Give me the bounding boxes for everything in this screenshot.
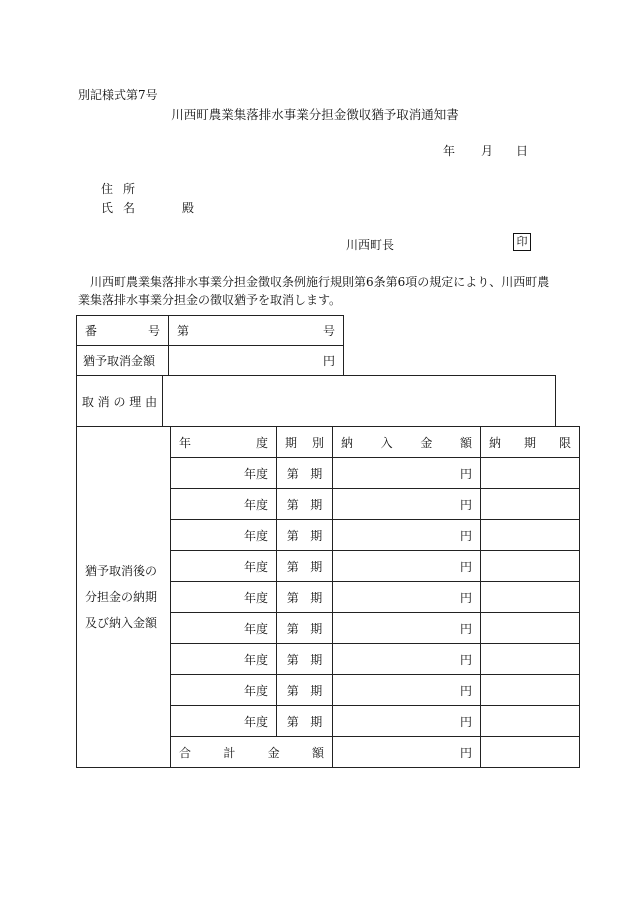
schedule-header-row [77,427,580,458]
row-year-text: 年度 [243,714,268,729]
period-suffix: 期 [310,528,323,543]
reason-value-cell[interactable] [163,376,556,427]
total-label-cell [171,737,333,768]
row-year-text: 年度 [243,466,268,481]
row-year-text: 年度 [243,590,268,605]
period-suffix: 期 [310,714,323,729]
number-prefix: 第 [177,324,190,338]
header-period-b: 別 [311,435,324,450]
header-period [277,427,333,458]
row-amount[interactable] [333,458,481,489]
header-amount-a: 納 [341,435,354,450]
amount-unit: 円 [322,354,335,368]
total-deadline-cell [481,737,580,768]
row-year[interactable] [171,675,277,706]
date-day: 日 [516,144,529,158]
row-amount[interactable] [333,551,481,582]
period-suffix: 期 [310,590,323,605]
row-period[interactable] [277,582,333,613]
period-suffix: 期 [310,497,323,512]
row-year[interactable] [171,582,277,613]
period-prefix: 第 [286,590,299,605]
number-label-b: 号 [147,324,160,338]
row-year[interactable] [171,706,277,737]
amount-label-cell [77,346,169,376]
row-year-text: 年度 [243,559,268,574]
form-number: 別記様式第7号 [78,88,158,102]
row-amount[interactable] [333,520,481,551]
side-label-line1: 猶予取消後の [85,564,158,578]
period-prefix: 第 [286,559,299,574]
row-deadline[interactable] [481,458,580,489]
header-deadline-c: 限 [558,435,571,450]
total-label-c: 金 [267,745,280,760]
row-period[interactable] [277,520,333,551]
date-year: 年 [443,144,456,158]
document-title: 川西町農業集落排水事業分担金徴収猶予取消通知書 [171,107,459,122]
issuer-name: 川西町長 [346,238,395,252]
total-label-d: 額 [311,745,324,760]
row-unit: 円 [459,528,472,543]
body-text: 川西町農業集落排水事業分担金徴収条例施行規則第6条第6項の規定により、川西町農業集落排水事業分担金の徴収猶予を取消します。 [78,275,550,307]
row-unit: 円 [459,466,472,481]
number-value-cell[interactable] [169,316,344,346]
reason-label: 取 消 の 理 由 [81,394,158,409]
row-period[interactable] [277,489,333,520]
name-label: 氏名 [101,201,146,215]
row-deadline[interactable] [481,489,580,520]
row-amount[interactable] [333,582,481,613]
header-amount-c: 金 [420,435,433,450]
row-year-text: 年度 [243,683,268,698]
row-unit: 円 [459,590,472,605]
row-year[interactable] [171,489,277,520]
row-deadline[interactable] [481,644,580,675]
address-label: 住所 [101,182,146,196]
header-year [171,427,277,458]
row-amount[interactable] [333,706,481,737]
header-year-b: 度 [255,435,268,450]
period-suffix: 期 [310,652,323,667]
row-year-text: 年度 [243,497,268,512]
row-amount[interactable] [333,613,481,644]
row-period[interactable] [277,613,333,644]
period-suffix: 期 [310,559,323,574]
number-label-a: 番 [85,324,98,338]
row-deadline[interactable] [481,582,580,613]
reason-table [76,375,556,427]
row-deadline[interactable] [481,520,580,551]
period-suffix: 期 [310,621,323,636]
row-deadline[interactable] [481,675,580,706]
row-deadline[interactable] [481,613,580,644]
amount-value-cell[interactable] [169,346,344,376]
total-unit: 円 [459,745,472,760]
row-unit: 円 [459,497,472,512]
seal-mark: 印 [513,233,531,251]
row-period[interactable] [277,706,333,737]
row-unit: 円 [459,621,472,636]
honorific: 殿 [182,201,195,215]
row-deadline[interactable] [481,706,580,737]
header-amount-b: 入 [380,435,393,450]
row-period[interactable] [277,675,333,706]
period-prefix: 第 [286,466,299,481]
header-year-a: 年 [179,435,192,450]
period-prefix: 第 [286,621,299,636]
total-label-b: 計 [223,745,236,760]
row-amount[interactable] [333,489,481,520]
row-unit: 円 [459,559,472,574]
amount-label: 猶予取消金額 [83,354,156,368]
period-suffix: 期 [310,683,323,698]
period-prefix: 第 [286,652,299,667]
side-label-line2: 分担金の納期 [85,590,158,604]
row-year[interactable] [171,520,277,551]
row-deadline[interactable] [481,551,580,582]
date-month: 月 [481,144,494,158]
period-suffix: 期 [310,466,323,481]
period-prefix: 第 [286,497,299,512]
number-amount-table [76,315,344,376]
header-period-a: 期 [285,435,298,450]
header-amount [333,427,481,458]
row-year[interactable] [171,613,277,644]
period-prefix: 第 [286,714,299,729]
row-amount[interactable] [333,675,481,706]
header-deadline-b: 期 [523,435,536,450]
row-unit: 円 [459,683,472,698]
row-period[interactable] [277,644,333,675]
row-year-text: 年度 [243,621,268,636]
row-unit: 円 [459,714,472,729]
header-deadline-a: 納 [489,435,502,450]
number-label-cell [77,316,169,346]
total-label-a: 合 [179,745,192,760]
side-label-line3: 及び納入金額 [85,616,158,630]
header-deadline [481,427,580,458]
row-year-text: 年度 [243,652,268,667]
row-year[interactable] [171,644,277,675]
period-prefix: 第 [286,683,299,698]
row-unit: 円 [459,652,472,667]
period-prefix: 第 [286,528,299,543]
schedule-table [76,426,580,768]
row-period[interactable] [277,458,333,489]
row-year[interactable] [171,458,277,489]
row-year-text: 年度 [243,528,268,543]
schedule-side-label [77,427,171,768]
header-amount-d: 額 [459,435,472,450]
row-period[interactable] [277,551,333,582]
reason-label-cell [77,376,163,427]
row-year[interactable] [171,551,277,582]
total-amount-cell[interactable] [333,737,481,768]
number-suffix: 号 [322,324,335,338]
row-amount[interactable] [333,644,481,675]
